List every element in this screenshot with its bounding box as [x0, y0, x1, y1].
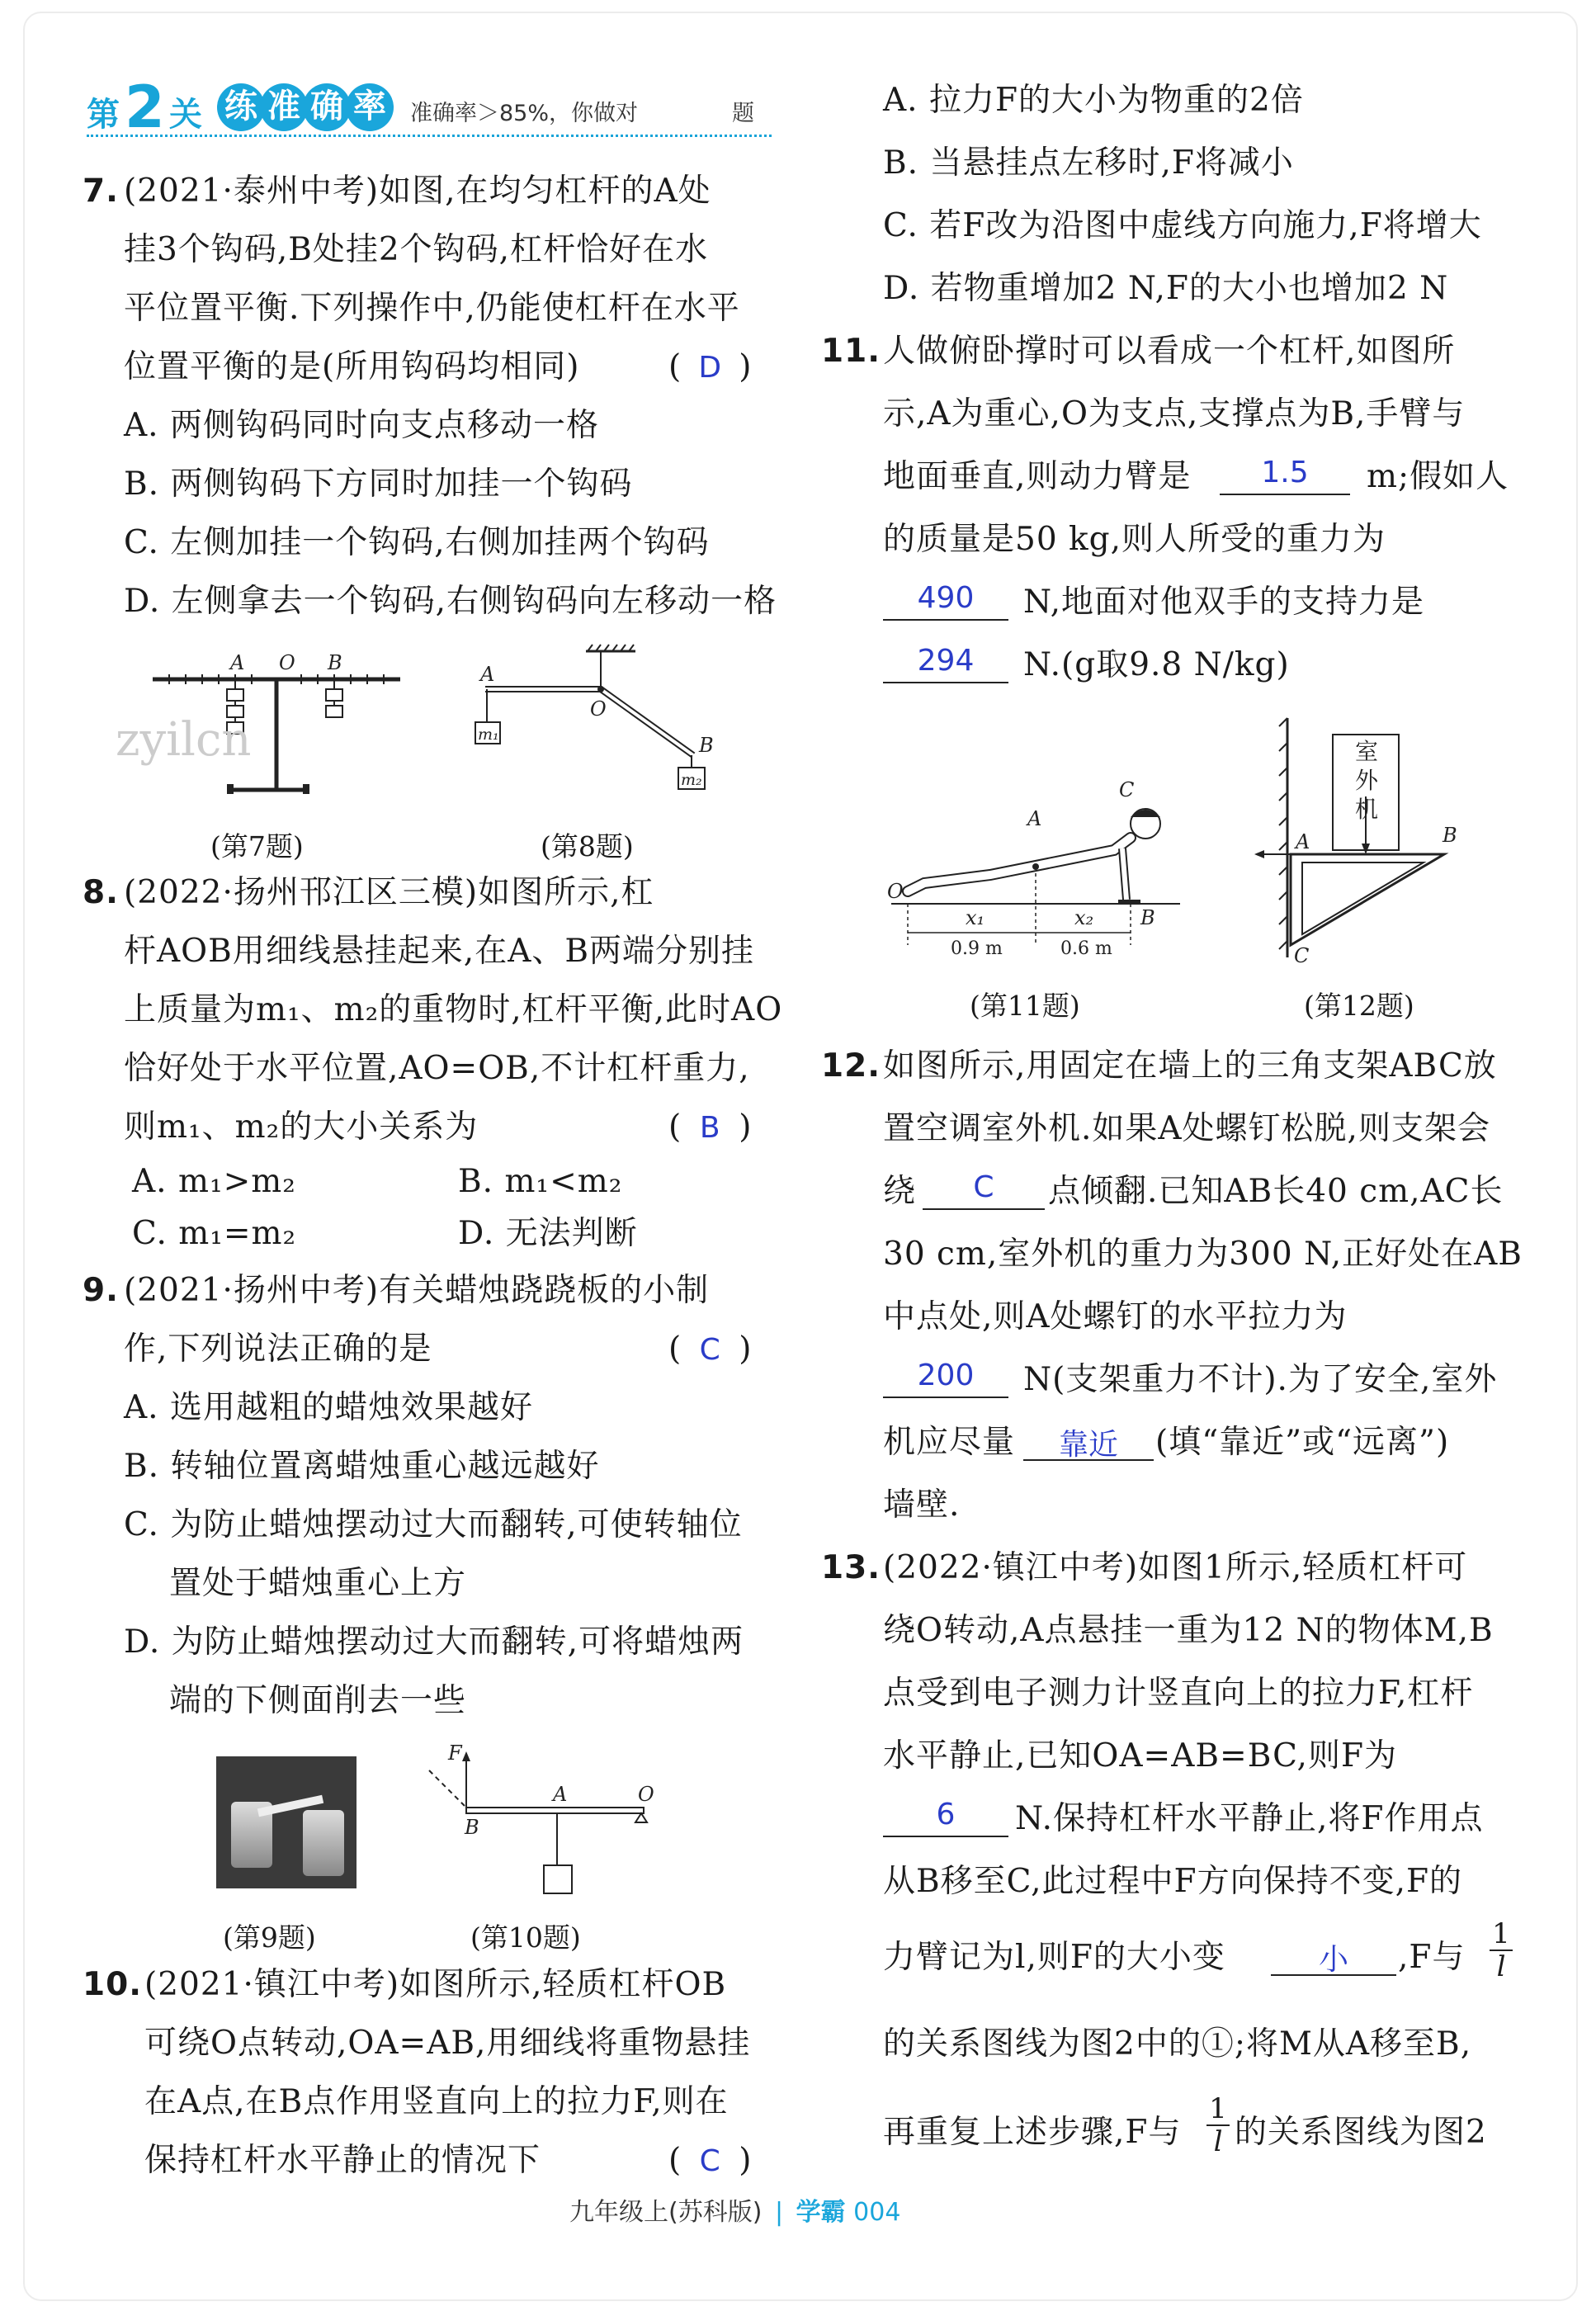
q8-line-1: (2022·扬州邗江区三模)如图所示,杠 [124, 874, 654, 911]
q11-label-a: A [1027, 807, 1042, 830]
q8-option-c: C. m₁=m₂ [132, 1215, 297, 1252]
q11-blank-2-line [883, 619, 1008, 621]
page-footer: 九年级上(苏科版) | 学霸 004 [569, 2198, 901, 2227]
q8-caption: (第8题) [541, 830, 634, 862]
q13-line-9b: 的关系图线为图2 [1235, 2114, 1487, 2151]
q11-line-3a: 地面垂直,则动力臂是 [883, 458, 1192, 495]
q7-label-o: O [279, 651, 295, 674]
q9-answer-paren: ( C ) [668, 1330, 752, 1368]
q11-blank-1-line [1220, 494, 1350, 495]
q12-answer-1: C [973, 1170, 994, 1204]
q13-fraction-1 [1490, 1918, 1513, 1983]
q7-answer-paren: ( D ) [668, 348, 752, 385]
q7-line-2: 挂3个钩码,B处挂2个钩码,杠杆恰好在水 [124, 231, 709, 268]
q11-label-d2: 0.6 m [1060, 938, 1112, 959]
q12-answer-3: 靠近 [1058, 1428, 1118, 1462]
header-pill-1: 练 [217, 83, 265, 131]
q11-line-5: N,地面对他双手的支持力是 [1023, 584, 1425, 621]
q11-figure-pushup [883, 759, 1205, 966]
q11-line-6: N.(g取9.8 N/kg) [1023, 646, 1290, 683]
q13-line-7a: 力臂记为l,则F的大小变 [883, 1939, 1225, 1976]
q7-label-a: A [230, 651, 245, 674]
q11-number: 11. [821, 333, 881, 370]
q12-caption: (第12题) [1304, 990, 1414, 1022]
q10-caption: (第10题) [470, 1921, 581, 1954]
q12-box-label-3: 机 [1355, 796, 1379, 823]
q9-option-d-cont: 端的下侧面削去一些 [169, 1682, 467, 1719]
q13-number: 13. [821, 1549, 881, 1586]
q7-line-4: 位置平衡的是(所用钩码均相同) [124, 348, 580, 385]
header-dotted-line [87, 135, 772, 137]
q11-label-o: O [887, 880, 904, 903]
q12-line-8: 墙壁. [883, 1486, 961, 1524]
q11-line-2: 示,A为重心,O为支点,支撑点为B,手臂与 [883, 395, 1466, 432]
q12-box-label-1: 室 [1355, 738, 1379, 765]
q13-line-9a: 再重复上述步骤,F与 [883, 2114, 1182, 2151]
q13-line-3: 点受到电子测力计竖直向上的拉力F,杠杆 [883, 1675, 1474, 1712]
footer-page-number: 004 [853, 2198, 901, 2227]
q13-fraction-2-num: 1 [1209, 2092, 1227, 2125]
header-pill-4: 率 [346, 83, 394, 131]
q9-number: 9. [83, 1272, 119, 1309]
q7-option-b: B. 两侧钩码下方同时加挂一个钩码 [124, 466, 633, 503]
q11-label-b: B [1140, 906, 1155, 929]
header-pill-2: 准 [260, 83, 308, 131]
q7-line-1: (2021·泰州中考)如图,在均匀杠杆的A处 [124, 172, 711, 210]
q11-label-c: C [1119, 778, 1135, 801]
section-header [87, 73, 772, 141]
q12-label-c: C [1294, 944, 1310, 967]
q7-caption: (第7题) [210, 830, 304, 862]
header-suffix: 关 [169, 96, 202, 134]
q10-line-2: 可绕O点转动,OA=AB,用细线将重物悬挂 [144, 2025, 751, 2062]
q10-label-a: A [553, 1783, 568, 1806]
q8-label-m2: m₂ [681, 771, 702, 789]
q8-option-d: D. 无法判断 [458, 1215, 638, 1252]
footer-grade: 九年级上(苏科版) [569, 2198, 763, 2227]
q7-watermark: zyilcn [116, 713, 252, 767]
q10-option-a: A. 拉力F的大小为物重的2倍 [883, 82, 1304, 119]
q9-photo-candle-seesaw [216, 1756, 357, 1888]
q13-line-5: N.保持杠杆水平静止,将F作用点 [1015, 1800, 1484, 1837]
q13-line-6: 从B移至C,此过程中F方向保持不变,F的 [883, 1863, 1463, 1900]
q8-answer: B [699, 1111, 720, 1145]
q12-figure-bracket [1254, 718, 1469, 966]
q10-option-c: C. 若F改为沿图中虚线方向施力,F将增大 [883, 207, 1482, 244]
q7-label-b: B [328, 651, 342, 674]
q8-line-4: 恰好处于水平位置,AO=OB,不计杠杆重力, [124, 1050, 750, 1087]
q9-line-1: (2021·扬州中考)有关蜡烛跷跷板的小制 [124, 1272, 710, 1309]
q8-label-a: A [480, 663, 495, 686]
q9-option-b: B. 转轴位置离蜡烛重心越远越好 [124, 1448, 600, 1485]
q8-number: 8. [83, 874, 119, 911]
q12-line-7b: (填“靠近”或“远离”) [1155, 1424, 1450, 1461]
q9-answer: C [699, 1333, 720, 1367]
q11-blank-3-line [883, 682, 1008, 683]
q11-line-1: 人做俯卧撑时可以看成一个杠杆,如图所 [883, 333, 1456, 370]
q13-line-7b: ,F与 [1398, 1939, 1466, 1976]
q13-fraction-1-den: l [1490, 1949, 1513, 1983]
q12-blank-1-line [923, 1208, 1045, 1210]
footer-brand: 学霸 [796, 2198, 846, 2227]
q9-option-c: C. 为防止蜡烛摆动过大而翻转,可使转轴位 [124, 1506, 743, 1543]
header-note: 准确率＞85%，你做对 [410, 101, 639, 126]
q11-answer-2: 490 [917, 581, 975, 615]
q10-figure-lever [425, 1742, 673, 1907]
q7-figure-lever [116, 648, 408, 801]
q12-line-1: 如图所示,用固定在墙上的三角支架ABC放 [883, 1047, 1497, 1085]
q9-line-2: 作,下列说法正确的是 [124, 1330, 432, 1368]
q12-line-3a: 绕 [883, 1173, 917, 1210]
q9-photo-cup-right [303, 1810, 344, 1876]
q12-label-a: A [1296, 830, 1310, 853]
q12-blank-2-line [883, 1397, 1008, 1398]
q12-line-7a: 机应尽量 [883, 1424, 1016, 1461]
q10-line-3: 在A点,在B点作用竖直向上的拉力F,则在 [144, 2083, 729, 2120]
q11-caption: (第11题) [970, 990, 1080, 1022]
q7-option-d: D. 左侧拿去一个钩码,右侧钩码向左移动一格 [124, 583, 777, 620]
q7-line-3: 平位置平衡.下列操作中,仍能使杠杆在水平 [124, 290, 740, 327]
header-note-end: 题 [732, 101, 754, 126]
q13-answer-1: 6 [936, 1798, 956, 1831]
q10-label-f: F [448, 1742, 462, 1765]
q10-line-1: (2021·镇江中考)如图所示,轻质杠杆OB [144, 1966, 727, 2003]
q12-line-3b: 点倾翻.已知AB长40 cm,AC长 [1048, 1173, 1504, 1210]
q13-fraction-2 [1206, 2093, 1230, 2157]
q12-line-4: 30 cm,室外机的重力为300 N,正好处在AB [883, 1236, 1523, 1273]
q13-line-2: 绕O转动,A点悬挂一重为12 N的物体M,B [883, 1612, 1494, 1649]
q8-label-b: B [699, 734, 714, 757]
q11-line-4: 的质量是50 kg,则人所受的重力为 [883, 521, 1386, 558]
q8-answer-paren: ( B ) [668, 1108, 752, 1146]
q8-option-b: B. m₁<m₂ [458, 1163, 623, 1200]
q11-label-x2: x₂ [1074, 906, 1094, 929]
q7-option-c: C. 左侧加挂一个钩码,右侧加挂两个钩码 [124, 524, 710, 561]
q8-label-o: O [590, 697, 607, 721]
q13-line-8: 的关系图线为图2中的①;将M从A移至B, [883, 2025, 1472, 2063]
q11-answer-1: 1.5 [1261, 456, 1309, 489]
q9-option-d: D. 为防止蜡烛摆动过大而翻转,可将蜡烛两 [124, 1623, 744, 1661]
q12-line-5: 中点处,则A处螺钉的水平拉力为 [883, 1298, 1348, 1335]
q10-option-b: B. 当悬挂点左移时,F将减小 [883, 144, 1294, 182]
q7-option-a: A. 两侧钩码同时向支点移动一格 [124, 407, 599, 444]
q10-label-o: O [638, 1783, 654, 1806]
q12-label-b: B [1443, 824, 1457, 847]
q12-box-label-2: 外 [1355, 767, 1379, 794]
q11-label-d1: 0.9 m [951, 938, 1003, 959]
q13-answer-2: 小 [1318, 1943, 1348, 1977]
q12-line-2: 置空调室外机.如果A处螺钉松脱,则支架会 [883, 1110, 1490, 1147]
q10-line-4: 保持杠杆水平静止的情况下 [144, 2142, 541, 2179]
q12-number: 12. [821, 1047, 881, 1085]
q12-answer-2: 200 [917, 1359, 975, 1392]
q8-figure-bent-lever [462, 640, 726, 805]
q12-line-6: N(支架重力不计).为了安全,室外 [1023, 1361, 1498, 1398]
q11-answer-3: 294 [917, 644, 975, 678]
header-number: 2 [125, 73, 165, 141]
q13-fraction-2-den: l [1206, 2124, 1230, 2157]
q10-option-d: D. 若物重增加2 N,F的大小也增加2 N [883, 270, 1449, 307]
q10-answer: C [699, 2144, 720, 2178]
q9-option-c-cont: 置处于蜡烛重心上方 [169, 1565, 467, 1602]
q8-line-3: 上质量为m₁、m₂的重物时,杠杆平衡,此时AO [124, 991, 783, 1028]
q7-number: 7. [83, 172, 119, 210]
q9-caption: (第9题) [223, 1921, 316, 1954]
q8-line-2: 杆AOB用细线悬挂起来,在A、B两端分别挂 [124, 933, 755, 970]
q9-option-a: A. 选用越粗的蜡烛效果越好 [124, 1389, 533, 1426]
q10-number: 10. [83, 1966, 143, 2003]
q7-answer: D [698, 351, 722, 385]
header-pill-3: 确 [303, 83, 351, 131]
q13-blank-1-line [883, 1836, 1008, 1837]
q11-line-3b: m;假如人 [1367, 458, 1509, 495]
q11-label-x1: x₁ [966, 906, 985, 929]
q13-line-4: 水平静止,已知OA=AB=BC,则F为 [883, 1737, 1398, 1775]
q10-answer-paren: ( C ) [668, 2142, 752, 2179]
header-prefix: 第 [87, 96, 120, 134]
q8-label-m1: m₁ [478, 725, 499, 744]
q8-line-5: 则m₁、m₂的大小关系为 [124, 1108, 479, 1146]
q13-line-1: (2022·镇江中考)如图1所示,轻质杠杆可 [883, 1549, 1468, 1586]
q10-label-b: B [465, 1816, 479, 1839]
q13-fraction-1-num: 1 [1492, 1917, 1510, 1950]
q8-option-a: A. m₁>m₂ [132, 1163, 296, 1200]
